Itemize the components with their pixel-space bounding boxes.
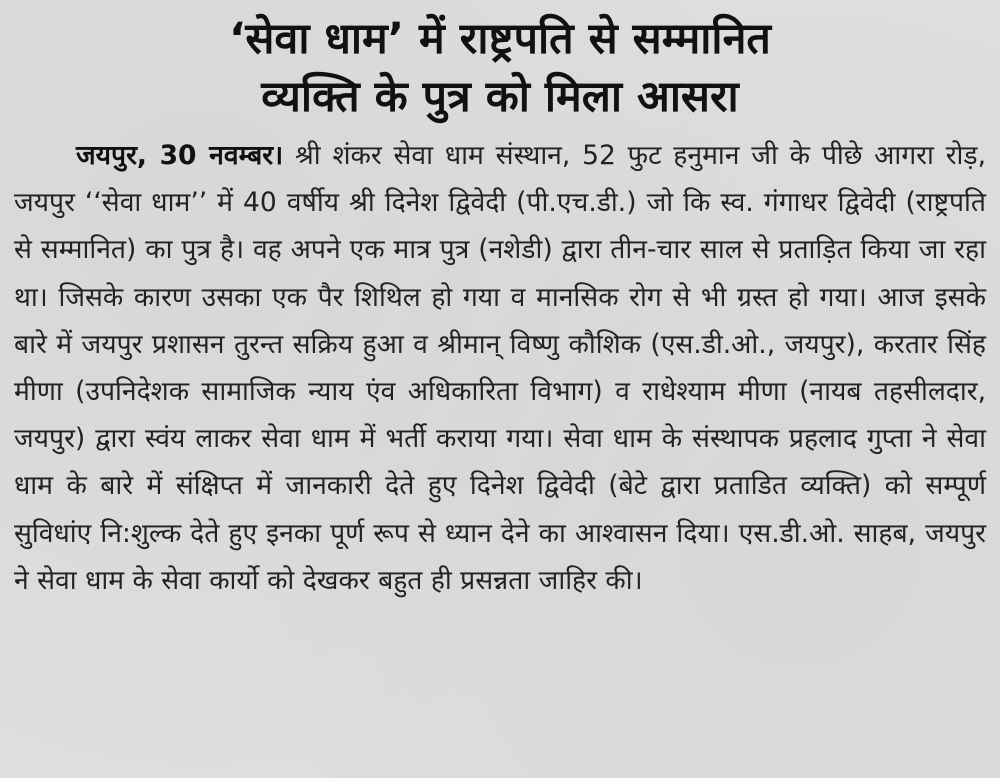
dateline: जयपुर, 30 नवम्बर।: [76, 140, 284, 171]
headline-line-2: व्यक्ति के पुत्र को मिला आसरा: [261, 72, 739, 122]
article-text: श्री शंकर सेवा धाम संस्थान, 52 फुट हनुमान जी के पीछे आगरा रोड़, जयपुर ‘‘सेवा धाम’’ में 40 वर्षीय श्री दिनेश द्विवेदी (पी.एच.डी.) जो कि स्व. गंगाधर द्विवेदी (राष्ट्रपति से सम्मानित) का पुत्र है। वह अपने एक मात्र पुत्र (नशेडी) द्वारा तीन-चार साल से प्रताड़ित किया जा रहा था। जिसके कारण उसका एक पैर शिथिल हो गया व मानसिक रोग से भी ग्रस्त हो गया। आज इसके बारे में जयपुर प्रशासन तुरन्त सक्रिय हुआ व श्रीमान् विष्णु कौशिक (एस.डी.ओ., जयपुर), करतार सिंह मीणा (उपनिदेशक सामाजिक न्याय एंव अधिकारिता विभाग) व राधेश्याम मीणा (नायब तहसीलदार, जयपुर) द्वारा स्वंय लाकर सेवा धाम में भर्ती कराया गया। सेवा धाम के संस्थापक प्रहलाद गुप्ता ने सेवा धाम के बारे में संक्षिप्त में जानकारी देते हुए दिनेश द्विवेदी (बेटे द्वारा प्रताडित व्यक्ति) को सम्पूर्ण सुविधांए नि:शुल्क देते हुए इनका पूर्ण रूप से ध्यान देने का आश्वासन दिया। एस.डी.ओ. साहब, जयपुर ने सेवा धाम के सेवा कार्यो को देखकर बहुत ही प्रसन्नता जाहिर की।: [14, 140, 986, 596]
headline: [14, 10, 986, 126]
article-body: [14, 132, 986, 604]
headline-line-1: ‘सेवा धाम’ में राष्ट्रपति से सम्मानित: [229, 14, 771, 64]
